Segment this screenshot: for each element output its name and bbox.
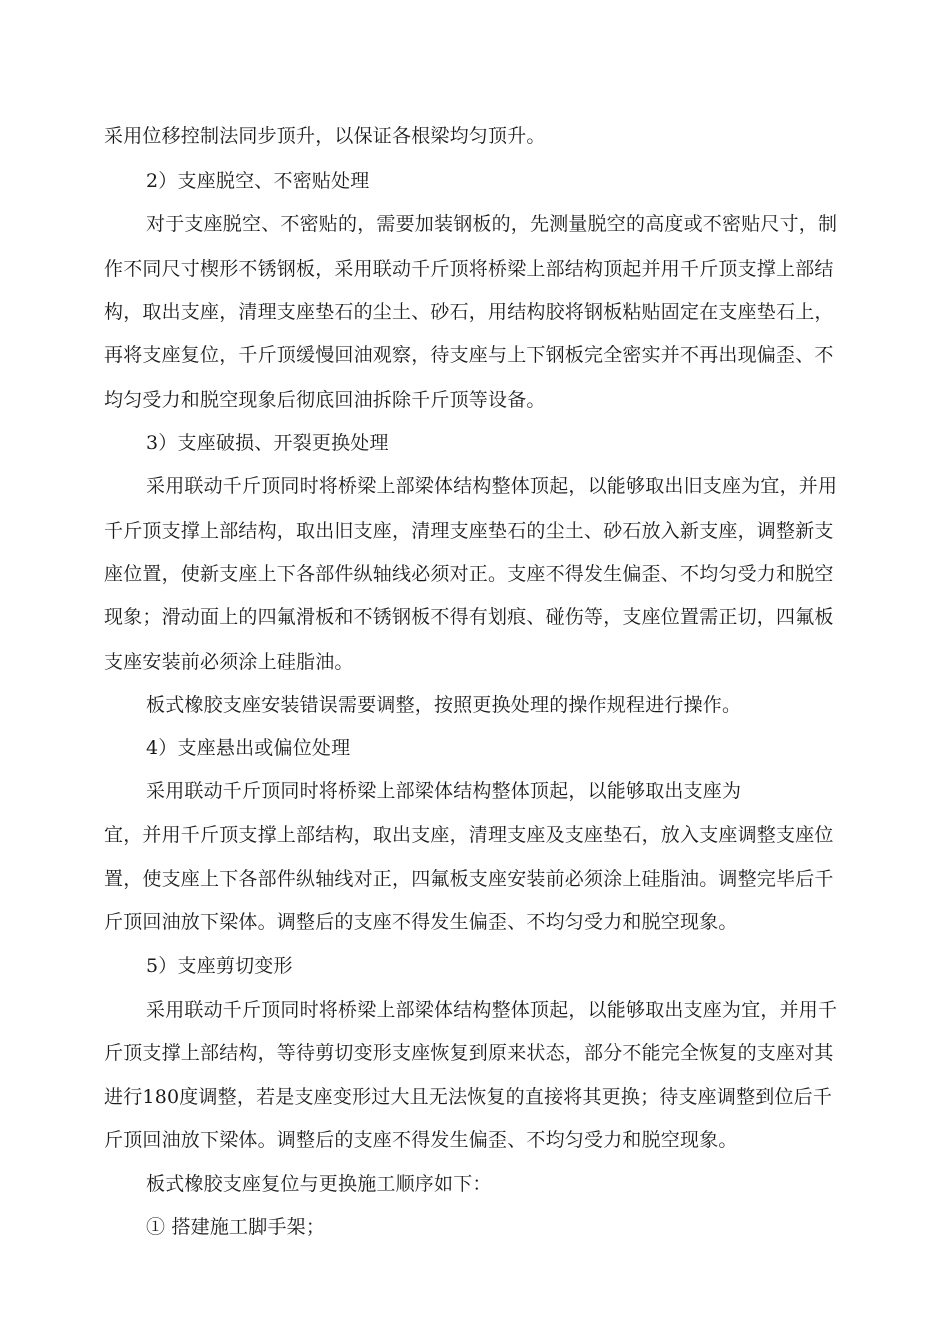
paragraph-line: 作不同尺寸楔形不锈钢板，采用联动千斤顶将桥梁上部结构顶起并用千斤顶支撑上部结 bbox=[104, 258, 834, 280]
section-heading: 5）支座剪切变形 bbox=[146, 955, 293, 977]
paragraph-line: 采用联动千斤顶同时将桥梁上部梁体结构整体顶起，以能够取出支座为宜，并用千 bbox=[146, 999, 838, 1021]
paragraph-line: 板式橡胶支座复位与更换施工顺序如下： bbox=[146, 1173, 492, 1195]
paragraph-line: 斤顶回油放下梁体。调整后的支座不得发生偏歪、不均匀受力和脱空现象。 bbox=[104, 1129, 738, 1151]
paragraph-line: 均匀受力和脱空现象后彻底回油拆除千斤顶等设备。 bbox=[104, 389, 546, 411]
paragraph-line: 斤顶支撑上部结构，等待剪切变形支座恢复到原来状态，部分不能完全恢复的支座对其 bbox=[104, 1042, 834, 1064]
paragraph-line: 采用位移控制法同步顶升，以保证各根梁均匀顶升。 bbox=[104, 125, 546, 147]
paragraph-line: 对于支座脱空、不密贴的，需要加装钢板的，先测量脱空的高度或不密贴尺寸，制 bbox=[146, 213, 838, 235]
paragraph-line: 采用联动千斤顶同时将桥梁上部梁体结构整体顶起，以能够取出支座为 bbox=[146, 780, 742, 802]
paragraph-line: 支座安装前必须涂上硅脂油。 bbox=[104, 651, 354, 673]
paragraph-line: 座位置，使新支座上下各部件纵轴线必须对正。支座不得发生偏歪、不均匀受力和脱空 bbox=[104, 563, 834, 585]
paragraph-line: 现象；滑动面上的四氟滑板和不锈钢板不得有划痕、碰伤等，支座位置需正切，四氟板 bbox=[104, 606, 834, 628]
paragraph-line: 采用联动千斤顶同时将桥梁上部梁体结构整体顶起，以能够取出旧支座为宜，并用 bbox=[146, 475, 838, 497]
paragraph-line: 构，取出支座，清理支座垫石的尘土、砂石，用结构胶将钢板粘贴固定在支座垫石上， bbox=[104, 301, 834, 323]
paragraph-line: 再将支座复位，千斤顶缓慢回油观察，待支座与上下钢板完全密实并不再出现偏歪、不 bbox=[104, 344, 834, 366]
paragraph-line: 千斤顶支撑上部结构，取出旧支座，清理支座垫石的尘土、砂石放入新支座，调整新支 bbox=[104, 520, 834, 542]
section-heading: 2）支座脱空、不密贴处理 bbox=[146, 170, 370, 192]
paragraph-line: 板式橡胶支座安装错误需要调整，按照更换处理的操作规程进行操作。 bbox=[146, 694, 742, 716]
section-heading: 3）支座破损、开裂更换处理 bbox=[146, 432, 389, 454]
paragraph-line: 宜，并用千斤顶支撑上部结构，取出支座，清理支座及支座垫石，放入支座调整支座位 bbox=[104, 824, 834, 846]
paragraph-line: 进行180度调整，若是支座变形过大且无法恢复的直接将其更换；待支座调整到位后千 bbox=[104, 1086, 833, 1108]
section-heading: 4）支座悬出或偏位处理 bbox=[146, 737, 351, 759]
list-item: ① 搭建施工脚手架； bbox=[146, 1216, 326, 1238]
paragraph-line: 斤顶回油放下梁体。调整后的支座不得发生偏歪、不均匀受力和脱空现象。 bbox=[104, 911, 738, 933]
paragraph-line: 置，使支座上下各部件纵轴线对正，四氟板支座安装前必须涂上硅脂油。调整完毕后千 bbox=[104, 868, 834, 890]
